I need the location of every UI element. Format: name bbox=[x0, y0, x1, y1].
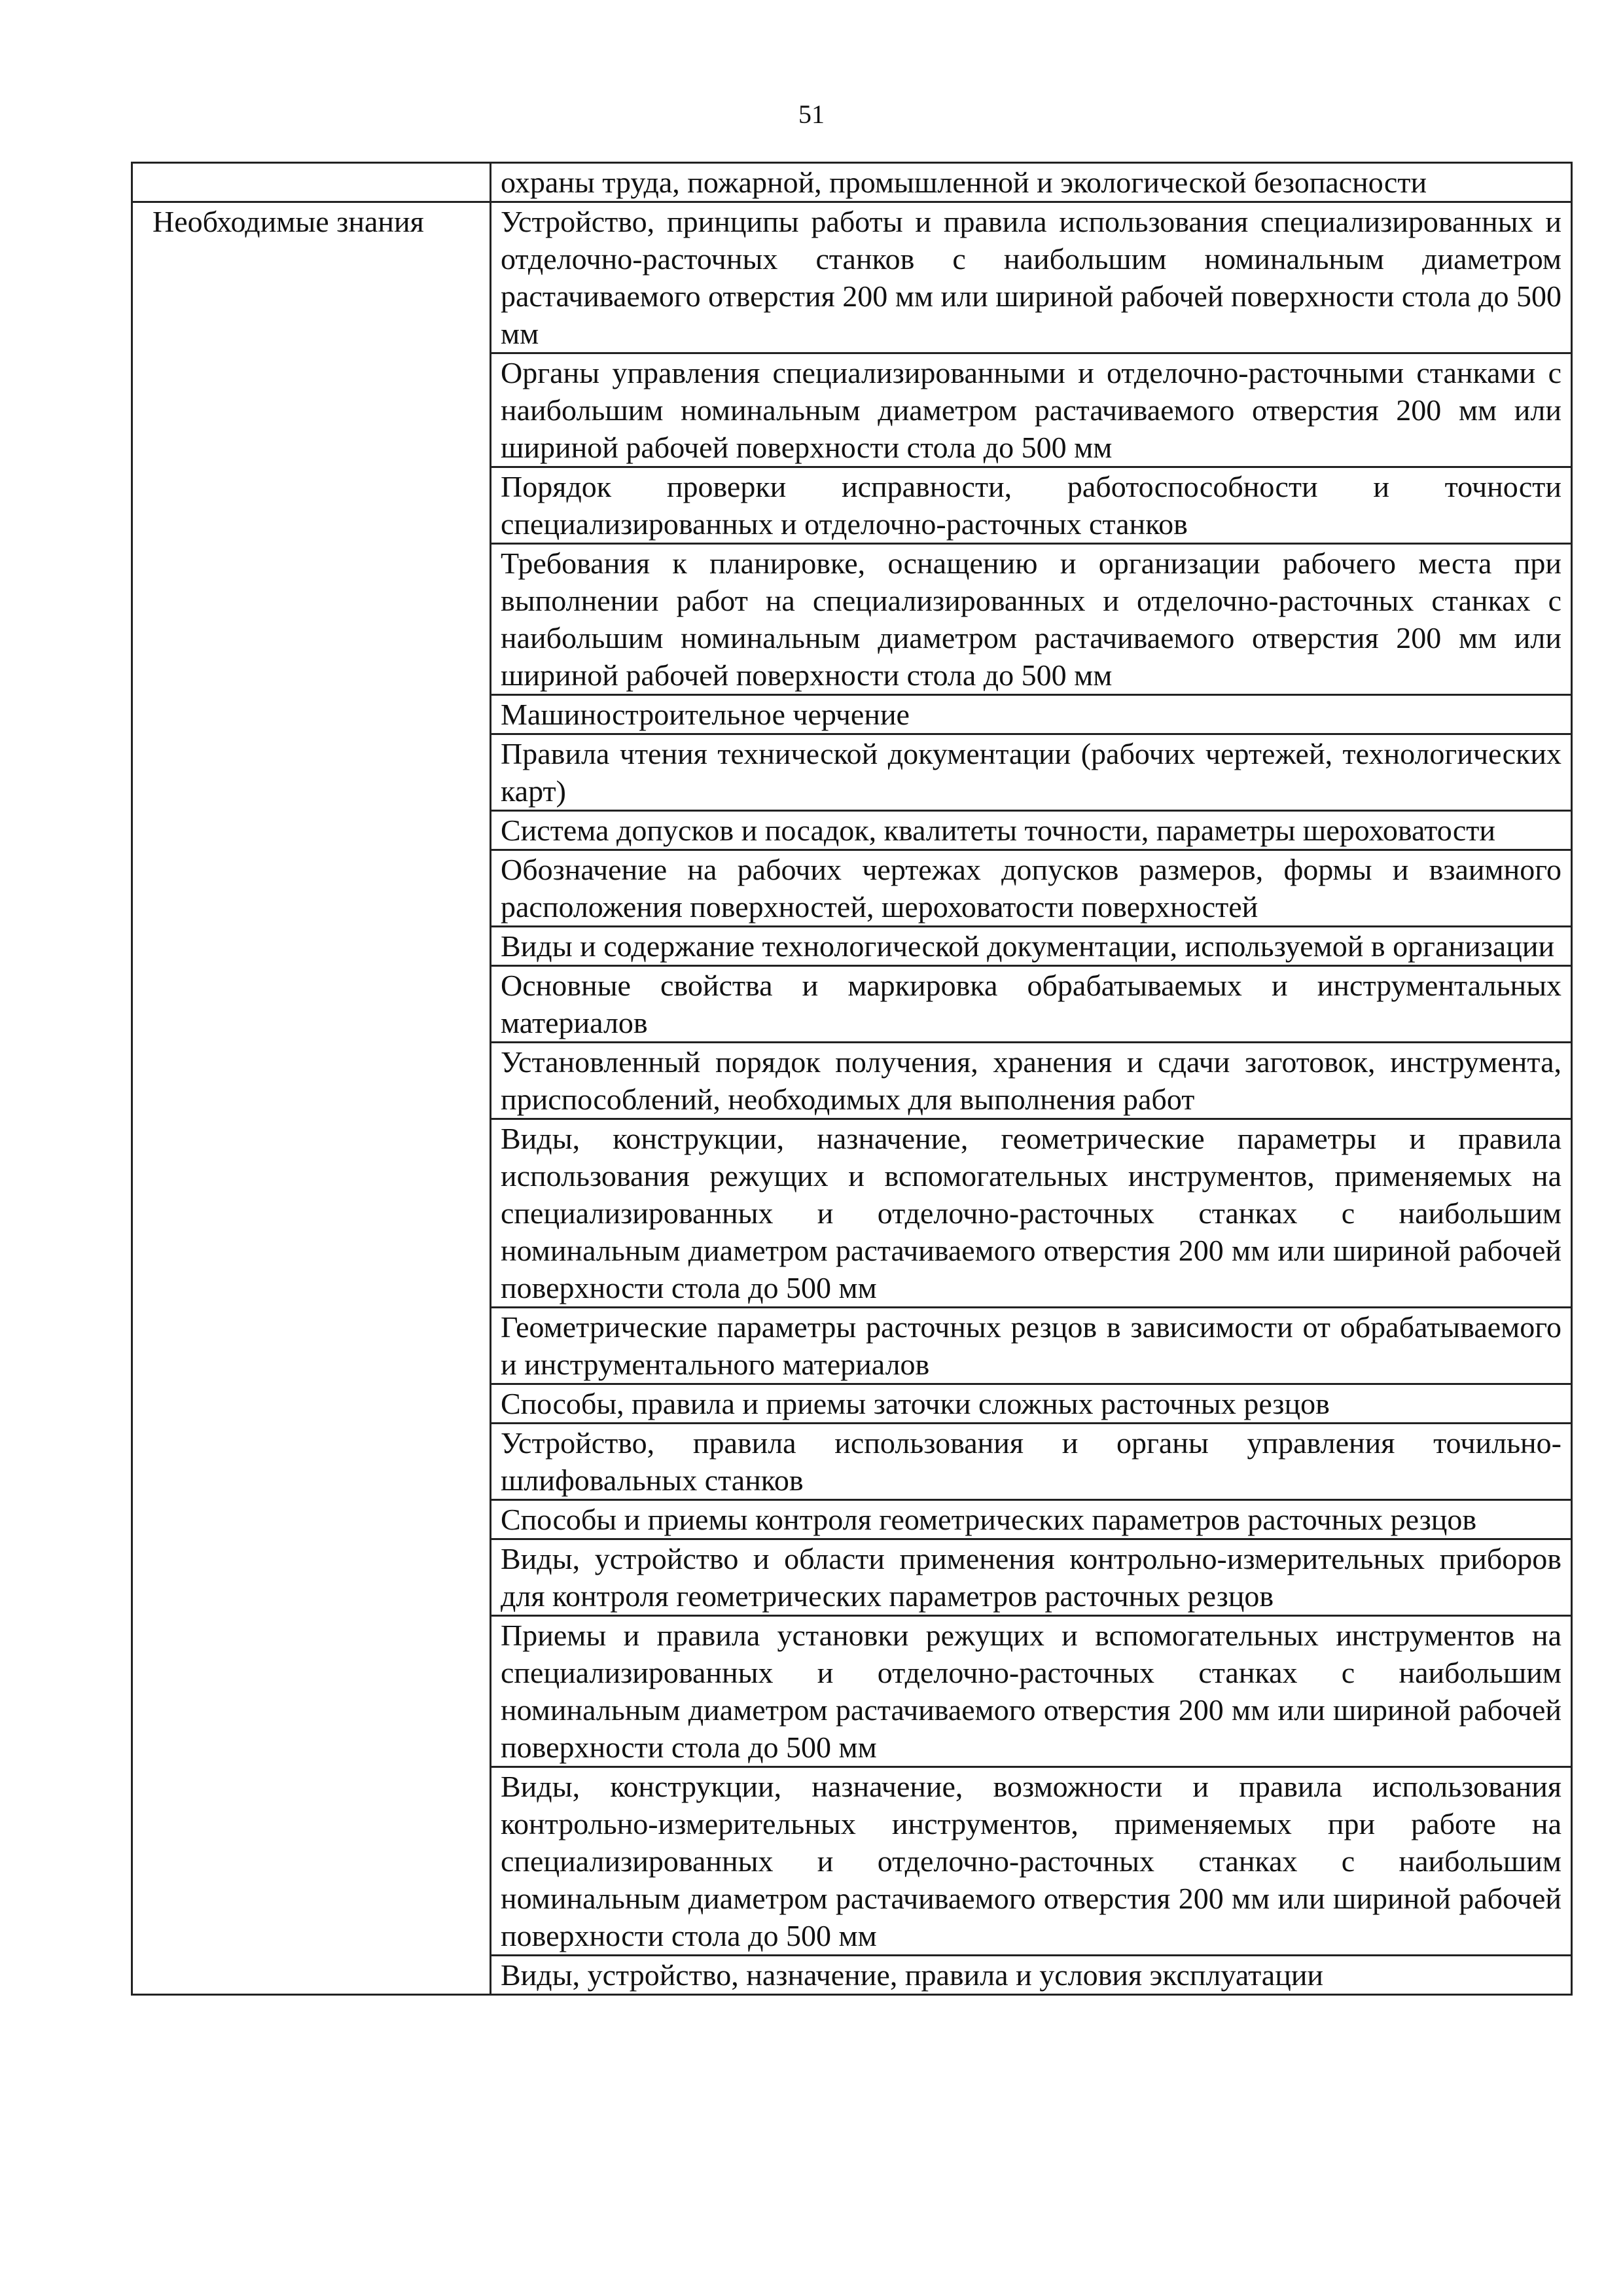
table-cell-text: Основные свойства и маркировка обрабатываемых и инструментальных материалов bbox=[491, 966, 1572, 1043]
row-label-cell-continued bbox=[132, 1616, 491, 1767]
table-cell-text: Приемы и правила установки режущих и вспомогательных инструментов на специализированных и отделочно-расточных станках с наибольшим номинальным диаметром растачиваемого отверстия 200 мм или шириной рабочей поверхности стола до 500 мм bbox=[491, 1616, 1572, 1767]
row-label-cell-continued bbox=[132, 966, 491, 1043]
table-row bbox=[132, 202, 1572, 353]
table-cell-text: Виды и содержание технологической документации, используемой в организации bbox=[491, 927, 1572, 966]
table-row bbox=[132, 1384, 1572, 1424]
table-row bbox=[132, 1616, 1572, 1767]
row-label-cell-continued bbox=[132, 734, 491, 811]
page-number: 51 bbox=[798, 99, 825, 129]
table-row bbox=[132, 734, 1572, 811]
table-row bbox=[132, 544, 1572, 695]
table-row bbox=[132, 966, 1572, 1043]
table-cell-text: Виды, устройство и области применения контрольно-измерительных приборов для контроля геометрических параметров расточных резцов bbox=[491, 1539, 1572, 1616]
row-label-cell-continued bbox=[132, 1043, 491, 1119]
row-label-cell-continued bbox=[132, 1384, 491, 1424]
empty-label-cell bbox=[132, 163, 491, 202]
table-row bbox=[132, 1767, 1572, 1956]
table-cell-text: Устройство, правила использования и органы управления точильно-шлифовальных станков bbox=[491, 1424, 1572, 1500]
row-label-cell-continued bbox=[132, 695, 491, 734]
row-label-cell-continued bbox=[132, 544, 491, 695]
table-row bbox=[132, 163, 1572, 202]
table-cell-text: Порядок проверки исправности, работоспособности и точности специализированных и отделочно-расточных станков bbox=[491, 467, 1572, 544]
table-cell-text: Органы управления специализированными и отделочно-расточными станками с наибольшим номинальным диаметром растачиваемого отверстия 200 мм или шириной рабочей поверхности стола до 500 мм bbox=[491, 353, 1572, 467]
table-cell-text: Геометрические параметры расточных резцов в зависимости от обрабатываемого и инструментального материалов bbox=[491, 1308, 1572, 1384]
table-cell-text: Правила чтения технической документации (рабочих чертежей, технологических карт) bbox=[491, 734, 1572, 811]
table-cell-text: Требования к планировке, оснащению и организации рабочего места при выполнении работ на специализированных и отделочно-расточных станках с наибольшим номинальным диаметром растачиваемого отверстия 200 мм или шириной рабочей поверхности стола до 500 мм bbox=[491, 544, 1572, 695]
row-label-cell-continued bbox=[132, 1956, 491, 1995]
table-row bbox=[132, 695, 1572, 734]
table-row bbox=[132, 850, 1572, 927]
table-row bbox=[132, 467, 1572, 544]
row-label-cell-continued bbox=[132, 1308, 491, 1384]
table-cell-text: Устройство, принципы работы и правила использования специализированных и отделочно-расточных станков с наибольшим номинальным диаметром растачиваемого отверстия 200 мм или шириной рабочей поверхности стола до 500 мм bbox=[491, 202, 1572, 353]
table-row bbox=[132, 927, 1572, 966]
table-row bbox=[132, 1424, 1572, 1500]
table-row bbox=[132, 353, 1572, 467]
table-row bbox=[132, 1500, 1572, 1539]
table-cell-text: охраны труда, пожарной, промышленной и экологической безопасности bbox=[491, 163, 1572, 202]
row-label-cell-continued bbox=[132, 467, 491, 544]
row-label-cell-continued bbox=[132, 353, 491, 467]
table-row bbox=[132, 1043, 1572, 1119]
table-cell-text: Машиностроительное черчение bbox=[491, 695, 1572, 734]
table-cell-text: Обозначение на рабочих чертежах допусков размеров, формы и взаимного расположения поверхностей, шероховатости поверхностей bbox=[491, 850, 1572, 927]
knowledge-table bbox=[131, 162, 1573, 1996]
row-label-cell-continued bbox=[132, 1500, 491, 1539]
row-label-cell-continued bbox=[132, 927, 491, 966]
table-cell-text: Система допусков и посадок, квалитеты точности, параметры шероховатости bbox=[491, 811, 1572, 850]
row-label-cell-continued bbox=[132, 1767, 491, 1956]
table-cell-text: Способы и приемы контроля геометрических параметров расточных резцов bbox=[491, 1500, 1572, 1539]
row-label-cell-continued bbox=[132, 850, 491, 927]
row-label-cell: Необходимые знания bbox=[132, 202, 491, 353]
table-cell-text: Виды, конструкции, назначение, геометрические параметры и правила использования режущих и вспомогательных инструментов, применяемых на специализированных и отделочно-расточных станках с наибольшим номинальным диаметром растачиваемого отверстия 200 мм или шириной рабочей поверхности стола до 500 мм bbox=[491, 1119, 1572, 1308]
table-row bbox=[132, 1956, 1572, 1995]
table-row bbox=[132, 811, 1572, 850]
row-label-cell-continued bbox=[132, 1539, 491, 1616]
row-label-cell-continued bbox=[132, 1424, 491, 1500]
row-label-cell-continued bbox=[132, 1119, 491, 1308]
table-cell-text: Виды, устройство, назначение, правила и условия эксплуатации bbox=[491, 1956, 1572, 1995]
table-row bbox=[132, 1119, 1572, 1308]
row-label-cell-continued bbox=[132, 811, 491, 850]
table-row bbox=[132, 1308, 1572, 1384]
table-cell-text: Установленный порядок получения, хранения и сдачи заготовок, инструмента, приспособлений, необходимых для выполнения работ bbox=[491, 1043, 1572, 1119]
table-row bbox=[132, 1539, 1572, 1616]
table-cell-text: Способы, правила и приемы заточки сложных расточных резцов bbox=[491, 1384, 1572, 1424]
table-cell-text: Виды, конструкции, назначение, возможности и правила использования контрольно-измерительных инструментов, применяемых при работе на специализированных и отделочно-расточных станках с наибольшим номинальным диаметром растачиваемого отверстия 200 мм или шириной рабочей поверхности стола до 500 мм bbox=[491, 1767, 1572, 1956]
